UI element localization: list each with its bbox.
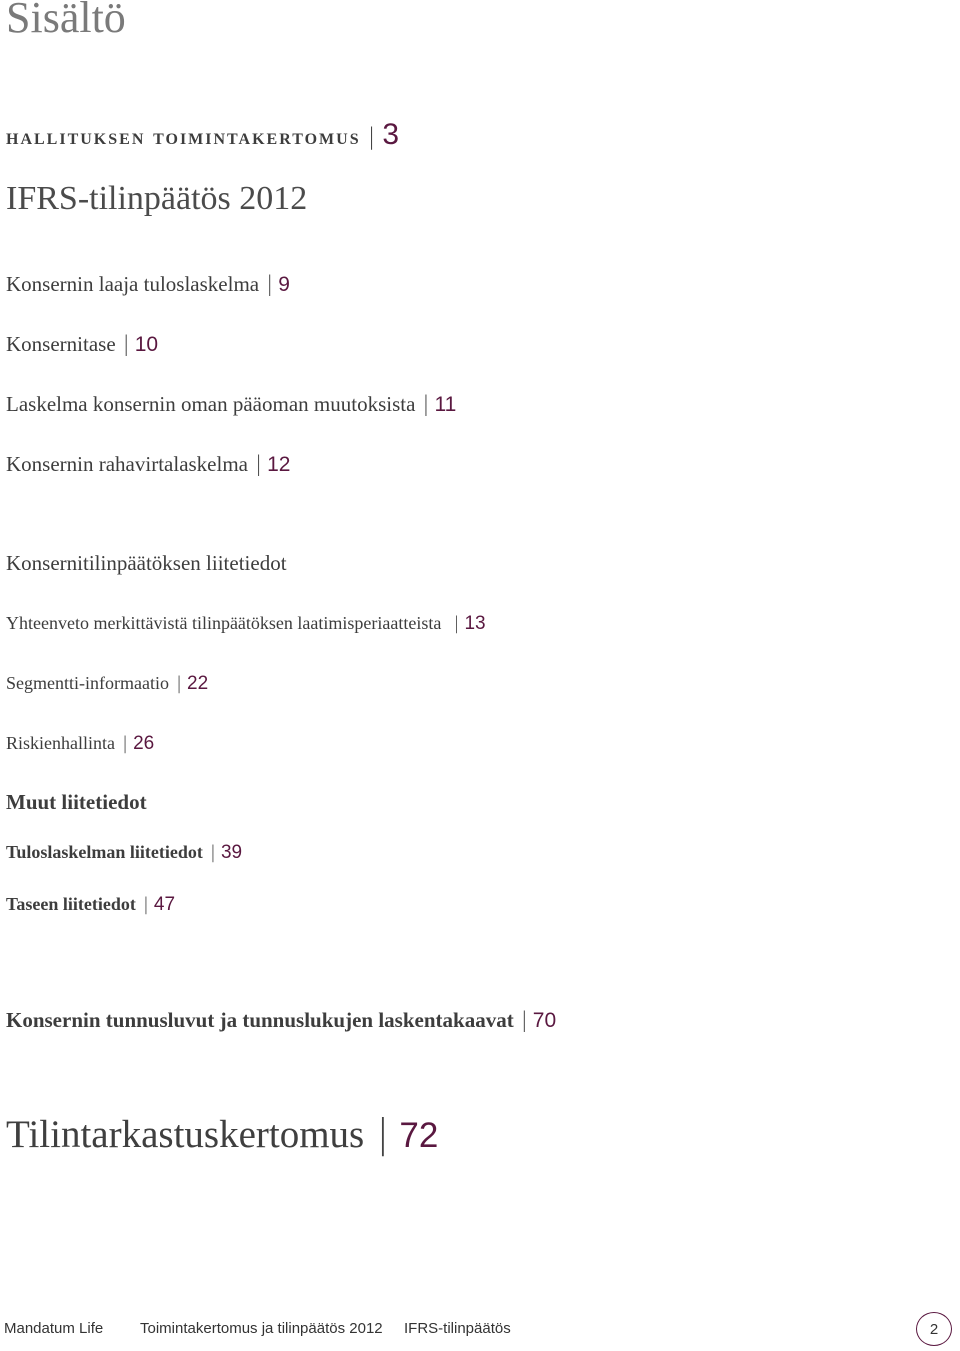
toc-page-number: 47 (153, 894, 176, 915)
toc-label: Riskienhallinta (6, 733, 115, 753)
toc-entry-tunnusluvut[interactable] (6, 1008, 556, 1033)
separator: | (122, 332, 130, 356)
footer-section: IFRS-tilinpäätös (404, 1320, 511, 1337)
toc-label: Konsernin tunnusluvut ja tunnuslukujen laskentakaavat (6, 1008, 514, 1032)
toc-label: Konsernin rahavirtalaskelma (6, 452, 248, 476)
toc-entry-tuloslaskelman-liitetiedot[interactable] (6, 842, 242, 864)
section-heading-muut-liitetiedot: Muut liitetiedot (6, 790, 147, 814)
toc-label: Tuloslaskelman liitetiedot (6, 842, 203, 862)
separator: | (453, 613, 460, 634)
toc-label: Segmentti-informaatio (6, 673, 169, 693)
toc-page-number: 39 (220, 842, 243, 863)
toc-entry-taseen-liitetiedot[interactable] (6, 894, 175, 916)
toc-entry-laaja-tuloslaskelma[interactable] (6, 272, 290, 297)
toc-label: Konsernin laaja tuloslaskelma (6, 272, 260, 296)
toc-page-number: 11 (434, 393, 457, 416)
separator: | (520, 1008, 528, 1032)
separator: | (367, 124, 378, 150)
toc-label: hallituksen toimintakertomus (6, 124, 361, 149)
toc-page-number: 72 (399, 1116, 439, 1155)
section-heading-liitetiedot: Konsernitilinpäätöksen liitetiedot (6, 551, 287, 575)
toc-entry-hallituksen-toimintakertomus[interactable] (6, 118, 399, 152)
toc-page-number: 22 (187, 673, 209, 694)
toc-page-number: 13 (464, 613, 486, 634)
separator: | (175, 673, 183, 694)
toc-entry-rahavirtalaskelma[interactable] (6, 452, 290, 477)
toc-entry-riskienhallinta[interactable] (6, 733, 154, 755)
separator: | (376, 1112, 390, 1157)
separator: | (255, 452, 263, 476)
separator: | (266, 272, 274, 296)
toc-entry-tilintarkastuskertomus[interactable] (6, 1112, 438, 1157)
footer-document-title: Toimintakertomus ja tilinpäätös 2012 (140, 1320, 383, 1337)
toc-entry-oman-paaoman-muutokset[interactable] (6, 392, 456, 417)
separator: | (209, 842, 216, 863)
toc-label: Tilintarkastuskertomus (6, 1113, 365, 1156)
toc-page-number: 26 (133, 733, 155, 754)
page-title: Sisältö (6, 0, 126, 42)
footer-company: Mandatum Life (4, 1320, 104, 1337)
page-number-badge: 2 (916, 1312, 952, 1346)
toc-label: Laskelma konsernin oman pääoman muutoksista (6, 392, 416, 416)
toc-label: Konsernitase (6, 332, 116, 356)
toc-entry-laatimisperiaatteet[interactable] (6, 613, 486, 635)
toc-page-number: 3 (382, 118, 400, 151)
toc-label: Taseen liitetiedot (6, 894, 136, 914)
toc-entry-segmentti-informaatio[interactable] (6, 673, 208, 695)
toc-label: Yhteenveto merkittävistä tilinpäätöksen laatimisperiaatteista (6, 613, 442, 633)
toc-page-number: 12 (267, 453, 291, 476)
separator: | (142, 894, 149, 915)
section-heading-ifrs: IFRS-tilinpäätös 2012 (6, 180, 308, 217)
separator: | (422, 392, 430, 416)
toc-page-number: 70 (532, 1009, 557, 1032)
toc-page-number: 10 (134, 333, 159, 356)
separator: | (121, 733, 129, 754)
toc-page-number: 9 (278, 273, 290, 296)
toc-entry-konsernitase[interactable] (6, 332, 158, 357)
